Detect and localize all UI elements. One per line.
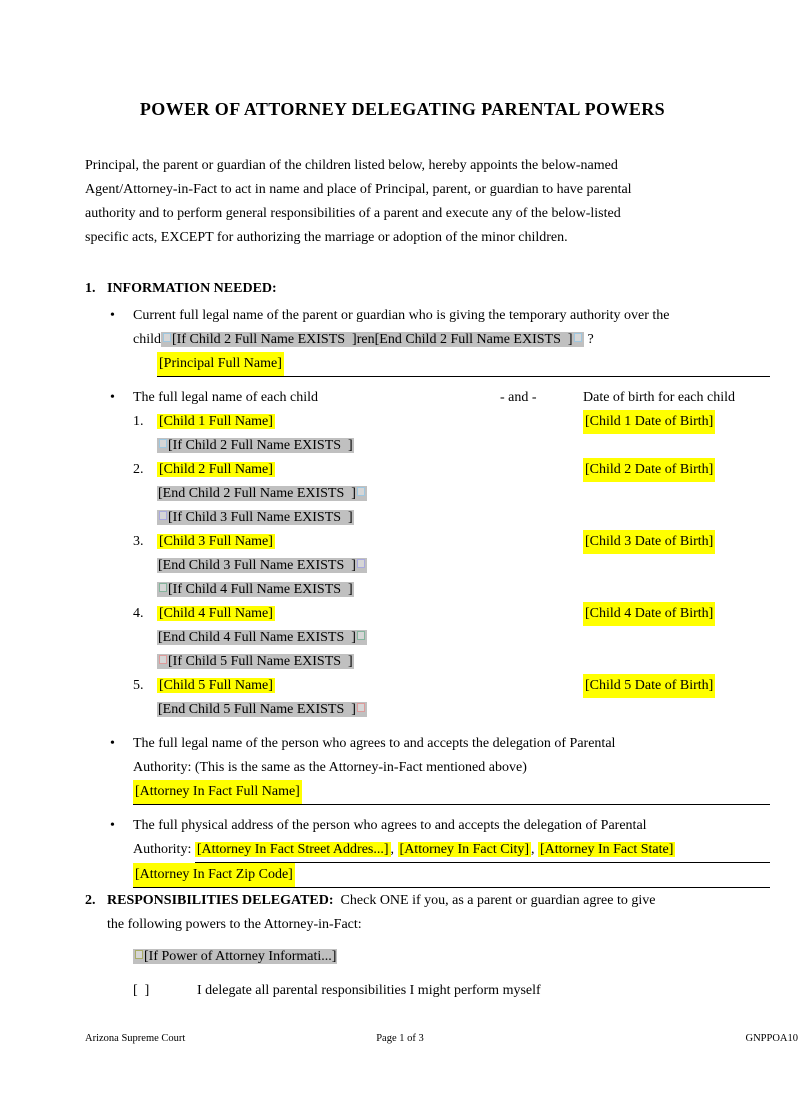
checkbox[interactable]: [ ] <box>133 983 150 998</box>
conditional-field[interactable] <box>133 949 337 964</box>
child-number: 1. <box>133 414 144 429</box>
child-number: 2. <box>133 462 144 477</box>
principal-line2-suffix: ? <box>587 332 594 347</box>
conditional-text: [If Child 3 Full Name EXISTS ] <box>168 510 353 525</box>
bullet-icon <box>110 814 133 888</box>
attorney-zip-blank-line <box>133 863 770 888</box>
checkbox-label: I delegate all parental responsibilities I might perform myself <box>197 983 541 998</box>
conditional-field[interactable] <box>157 582 354 597</box>
conditional-marker-row <box>133 626 770 650</box>
attorney-name-blank-line <box>133 780 770 805</box>
conditional-marker-square <box>357 631 365 640</box>
bullet-content <box>133 814 770 888</box>
child-name-field[interactable]: [Child 5 Full Name] <box>159 678 273 693</box>
section-1-heading <box>85 277 770 301</box>
principal-line2-prefix: child <box>133 332 161 347</box>
child-list <box>133 410 770 722</box>
conditional-marker-square <box>159 511 167 520</box>
principal-name-blank-line <box>157 352 770 377</box>
conditional-marker-square <box>159 583 167 592</box>
conditional-marker-row <box>133 945 770 969</box>
conditional-marker-row <box>133 506 770 530</box>
bullet-content <box>133 386 770 722</box>
conditional-marker-square <box>357 559 365 568</box>
conditional-marker-square <box>159 655 167 664</box>
principal-line1: Current full legal name of the parent or guardian who is giving the temporary authority over the <box>133 308 670 323</box>
attorney-state-field[interactable]: [Attorney In Fact State] <box>540 842 674 857</box>
conditional-marker-square <box>357 703 365 712</box>
child-row <box>133 602 770 626</box>
bullet-content <box>133 732 770 805</box>
attorney-full-name-field[interactable]: [Attorney In Fact Full Name] <box>133 780 302 804</box>
conditional-marker-row <box>133 434 770 458</box>
footer-form-code: GNPPOA10 <box>745 1033 798 1044</box>
child-name-field[interactable]: [Child 2 Full Name] <box>159 462 273 477</box>
section-number: 1. <box>85 281 96 296</box>
section-2-heading <box>85 889 770 913</box>
attorney-address-line2 <box>133 838 770 863</box>
child-dob-field[interactable]: [Child 1 Date of Birth] <box>583 410 715 434</box>
column-separator-label: - and - <box>500 390 537 405</box>
child-list-header <box>133 386 770 410</box>
child-dob-field[interactable]: [Child 3 Date of Birth] <box>583 530 715 554</box>
principal-full-name-field[interactable]: [Principal Full Name] <box>157 352 284 376</box>
child-name-field[interactable]: [Child 1 Full Name] <box>159 414 273 429</box>
bullet-icon <box>110 732 133 805</box>
intro-line: Agent/Attorney-in-Fact to act in name and place of Principal, parent, or guardian to have parental <box>85 182 632 197</box>
child-name-field[interactable]: [Child 3 Full Name] <box>159 534 273 549</box>
child-name-column-header: The full legal name of each child <box>133 390 319 405</box>
child-dob-column-header: Date of birth for each child <box>583 390 735 405</box>
intro-line: Principal, the parent or guardian of the children listed below, hereby appoints the below-named <box>85 158 618 173</box>
attorney-name-line1: The full legal name of the person who agrees to and accepts the delegation of Parental <box>133 736 616 751</box>
conditional-text: [If Child 4 Full Name EXISTS ] <box>168 582 353 597</box>
child-number: 3. <box>133 534 144 549</box>
conditional-marker-square <box>574 333 582 342</box>
section-number: 2. <box>85 893 96 908</box>
intro-line: specific acts, EXCEPT for authorizing the marriage or adoption of the minor children. <box>85 230 568 245</box>
section-2-line2: the following powers to the Attorney-in-Fact: <box>107 917 362 932</box>
bullet-content <box>133 304 770 377</box>
conditional-field-run[interactable] <box>161 332 584 347</box>
bullet-icon <box>110 304 133 377</box>
intro-paragraph <box>85 154 770 250</box>
conditional-marker-square <box>159 439 167 448</box>
attorney-address-line1: The full physical address of the person who agrees to and accepts the delegation of Parental <box>133 818 647 833</box>
section-title: RESPONSIBILITIES DELEGATED: <box>107 893 334 908</box>
conditional-field[interactable] <box>157 558 367 573</box>
principal-line2-mid: ren <box>356 332 375 347</box>
footer-page-number: Page 1 of 3 <box>376 1033 424 1044</box>
child-row <box>133 410 770 434</box>
comma: , <box>531 842 539 857</box>
conditional-marker-square <box>135 950 143 959</box>
child-number: 4. <box>133 606 144 621</box>
footer-court-name: Arizona Supreme Court <box>85 1033 186 1044</box>
conditional-text: [End Child 3 Full Name EXISTS ] <box>158 558 356 573</box>
comma: , <box>390 842 398 857</box>
child-name-field[interactable]: [Child 4 Full Name] <box>159 606 273 621</box>
bullet-icon <box>110 386 133 722</box>
conditional-field[interactable] <box>157 486 367 501</box>
end-child2-field: [End Child 2 Full Name EXISTS ] <box>374 332 573 347</box>
document-title: POWER OF ATTORNEY DELEGATING PARENTAL POWERS <box>139 99 666 119</box>
child-dob-field[interactable]: [Child 4 Date of Birth] <box>583 602 715 626</box>
bullet-attorney-address <box>110 814 770 888</box>
child-dob-field[interactable]: [Child 5 Date of Birth] <box>583 674 715 698</box>
conditional-marker-row <box>133 578 770 602</box>
delegate-all-option <box>133 979 770 1003</box>
conditional-marker-row <box>133 698 770 722</box>
bullet-child-list <box>110 386 770 722</box>
attorney-street-field[interactable]: [Attorney In Fact Street Addres...] <box>196 842 389 857</box>
conditional-text: [End Child 2 Full Name EXISTS ] <box>158 486 356 501</box>
child-row <box>133 458 770 482</box>
conditional-marker-row <box>133 650 770 674</box>
section-title: INFORMATION NEEDED: <box>107 281 277 296</box>
conditional-marker-square <box>357 487 365 496</box>
conditional-marker-row <box>133 482 770 506</box>
conditional-field[interactable] <box>157 510 354 525</box>
attorney-city-field[interactable]: [Attorney In Fact City] <box>399 842 530 857</box>
conditional-marker-square <box>163 333 171 342</box>
child-number: 5. <box>133 678 144 693</box>
attorney-zip-field[interactable]: [Attorney In Fact Zip Code] <box>133 863 295 887</box>
intro-line: authority and to perform general responsibilities of a parent and execute any of the below-listed <box>85 206 621 221</box>
conditional-text: [If Child 5 Full Name EXISTS ] <box>168 654 353 669</box>
conditional-text: [If Child 2 Full Name EXISTS ] <box>168 438 353 453</box>
bullet-principal-name <box>110 304 770 377</box>
conditional-text: [End Child 4 Full Name EXISTS ] <box>158 630 356 645</box>
section-heading-rest: Check ONE if you, as a parent or guardian agree to give <box>340 893 656 908</box>
child-row <box>133 674 770 698</box>
conditional-field[interactable] <box>157 438 354 453</box>
child-row <box>133 530 770 554</box>
child-dob-field[interactable]: [Child 2 Date of Birth] <box>583 458 715 482</box>
principal-line2 <box>133 328 770 352</box>
conditional-field[interactable] <box>157 702 367 717</box>
if-child2-field: [If Child 2 Full Name EXISTS ] <box>172 332 357 347</box>
conditional-field[interactable] <box>157 630 367 645</box>
bullet-attorney-name <box>110 732 770 805</box>
conditional-marker-row <box>133 554 770 578</box>
address-prefix: Authority: <box>133 842 195 857</box>
conditional-text: [End Child 5 Full Name EXISTS ] <box>158 702 356 717</box>
conditional-text: [If Power of Attorney Informati...] <box>144 949 337 964</box>
attorney-name-line2: Authority: (This is the same as the Attorney-in-Fact mentioned above) <box>133 760 527 775</box>
conditional-field[interactable] <box>157 654 354 669</box>
address-fields <box>195 838 770 863</box>
